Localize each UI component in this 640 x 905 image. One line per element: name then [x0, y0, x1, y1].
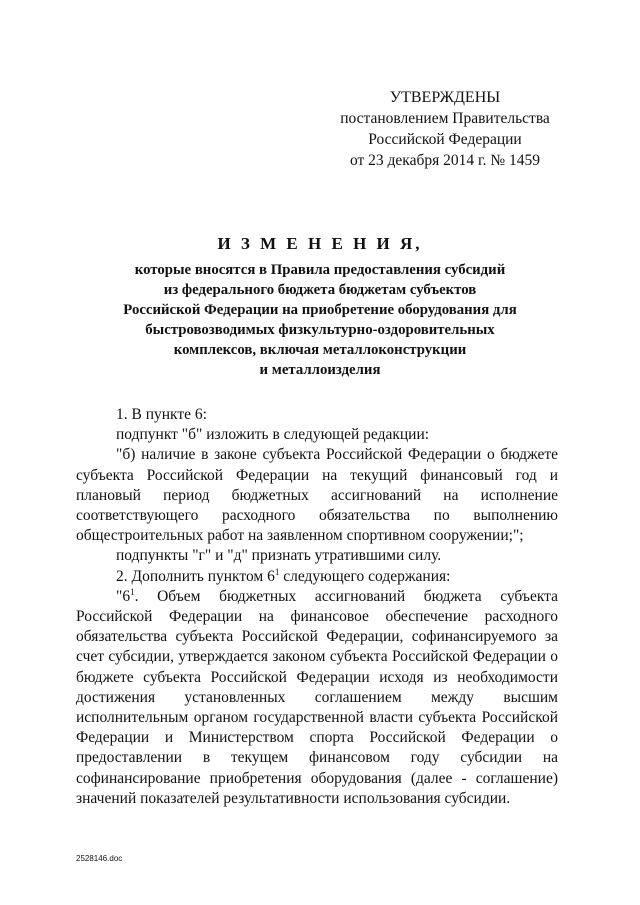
document-heading — [80, 234, 560, 380]
document-body — [76, 405, 558, 809]
heading-line-1: которые вносятся в Правила предоставления субсидий — [134, 262, 506, 278]
approval-line-1: постановлением Правительства — [340, 110, 550, 127]
paragraph-item-1: 1. В пункте 6: — [116, 406, 207, 423]
approval-line-2: Российской Федерации — [368, 131, 522, 148]
approval-line-3: от 23 декабря 2014 г. № 1459 — [349, 152, 541, 169]
paragraph-subpoint-b-text: "б) наличие в законе субъекта Российской Федерации о бюджете субъекта Российской Федерации на текущий финансовый год и плановый период бюджетных ассигнований на исполнение соответствующего расходного обязательства по выполнению общестроительных работ на заявленном спортивном сооружении;"; — [76, 446, 558, 545]
item-2-text-start: 2. Дополнить пунктом 6 — [116, 567, 275, 585]
heading-line-4: быстровозводимых физкультурно-оздоровительных — [145, 322, 495, 338]
heading-line-6: и металлоизделия — [259, 362, 381, 378]
item-6-1-superscript: 1 — [130, 586, 135, 597]
heading-title: И З М Е Н Е Н И Я, — [217, 234, 423, 253]
footer-filename: 2528146.doc — [76, 854, 123, 863]
heading-line-2: из федерального бюджета бюджетам субъектов — [163, 282, 477, 298]
approval-block — [330, 87, 560, 171]
item-6-1-text-body: . Объем бюджетных ассигнований бюджета субъекта Российской Федерации на финансовое обеспечение расходного обязательства субъекта Российской Федерации, софинансируемого за счет субсидии, утверждается законом субъекта Российской Федерации о бюджете субъекта Российской Федерации исходя из необходимости достижения установленных соглашением между высшим исполнительным органом государственной власти субъекта Российской Федерации и Министерством спорта Российской Федерации о предоставлении в текущем финансовом году субсидии на софинансирование приобретения оборудования (далее - соглашение) значений показателей результативности использования субсидии. — [76, 587, 558, 807]
approval-title: УТВЕРЖДЕНЫ — [389, 89, 501, 106]
heading-line-5: комплексов, включая металлоконструкции — [173, 342, 467, 358]
heading-line-3: Российской Федерации на приобретение оборудования для — [123, 302, 517, 318]
item-2-text-end: следующего содержания: — [279, 567, 451, 585]
item-2-superscript: 1 — [274, 566, 280, 577]
paragraph-item-6-1 — [76, 587, 558, 809]
paragraph-item-2 — [76, 567, 558, 587]
paragraph-subpoints-void: подпункты "г" и "д" признать утратившими силу. — [116, 547, 442, 565]
item-6-1-text-start: "6 — [116, 587, 131, 605]
paragraph-subpoint-b-intro: подпункт "б" изложить в следующей редакции: — [116, 426, 430, 444]
